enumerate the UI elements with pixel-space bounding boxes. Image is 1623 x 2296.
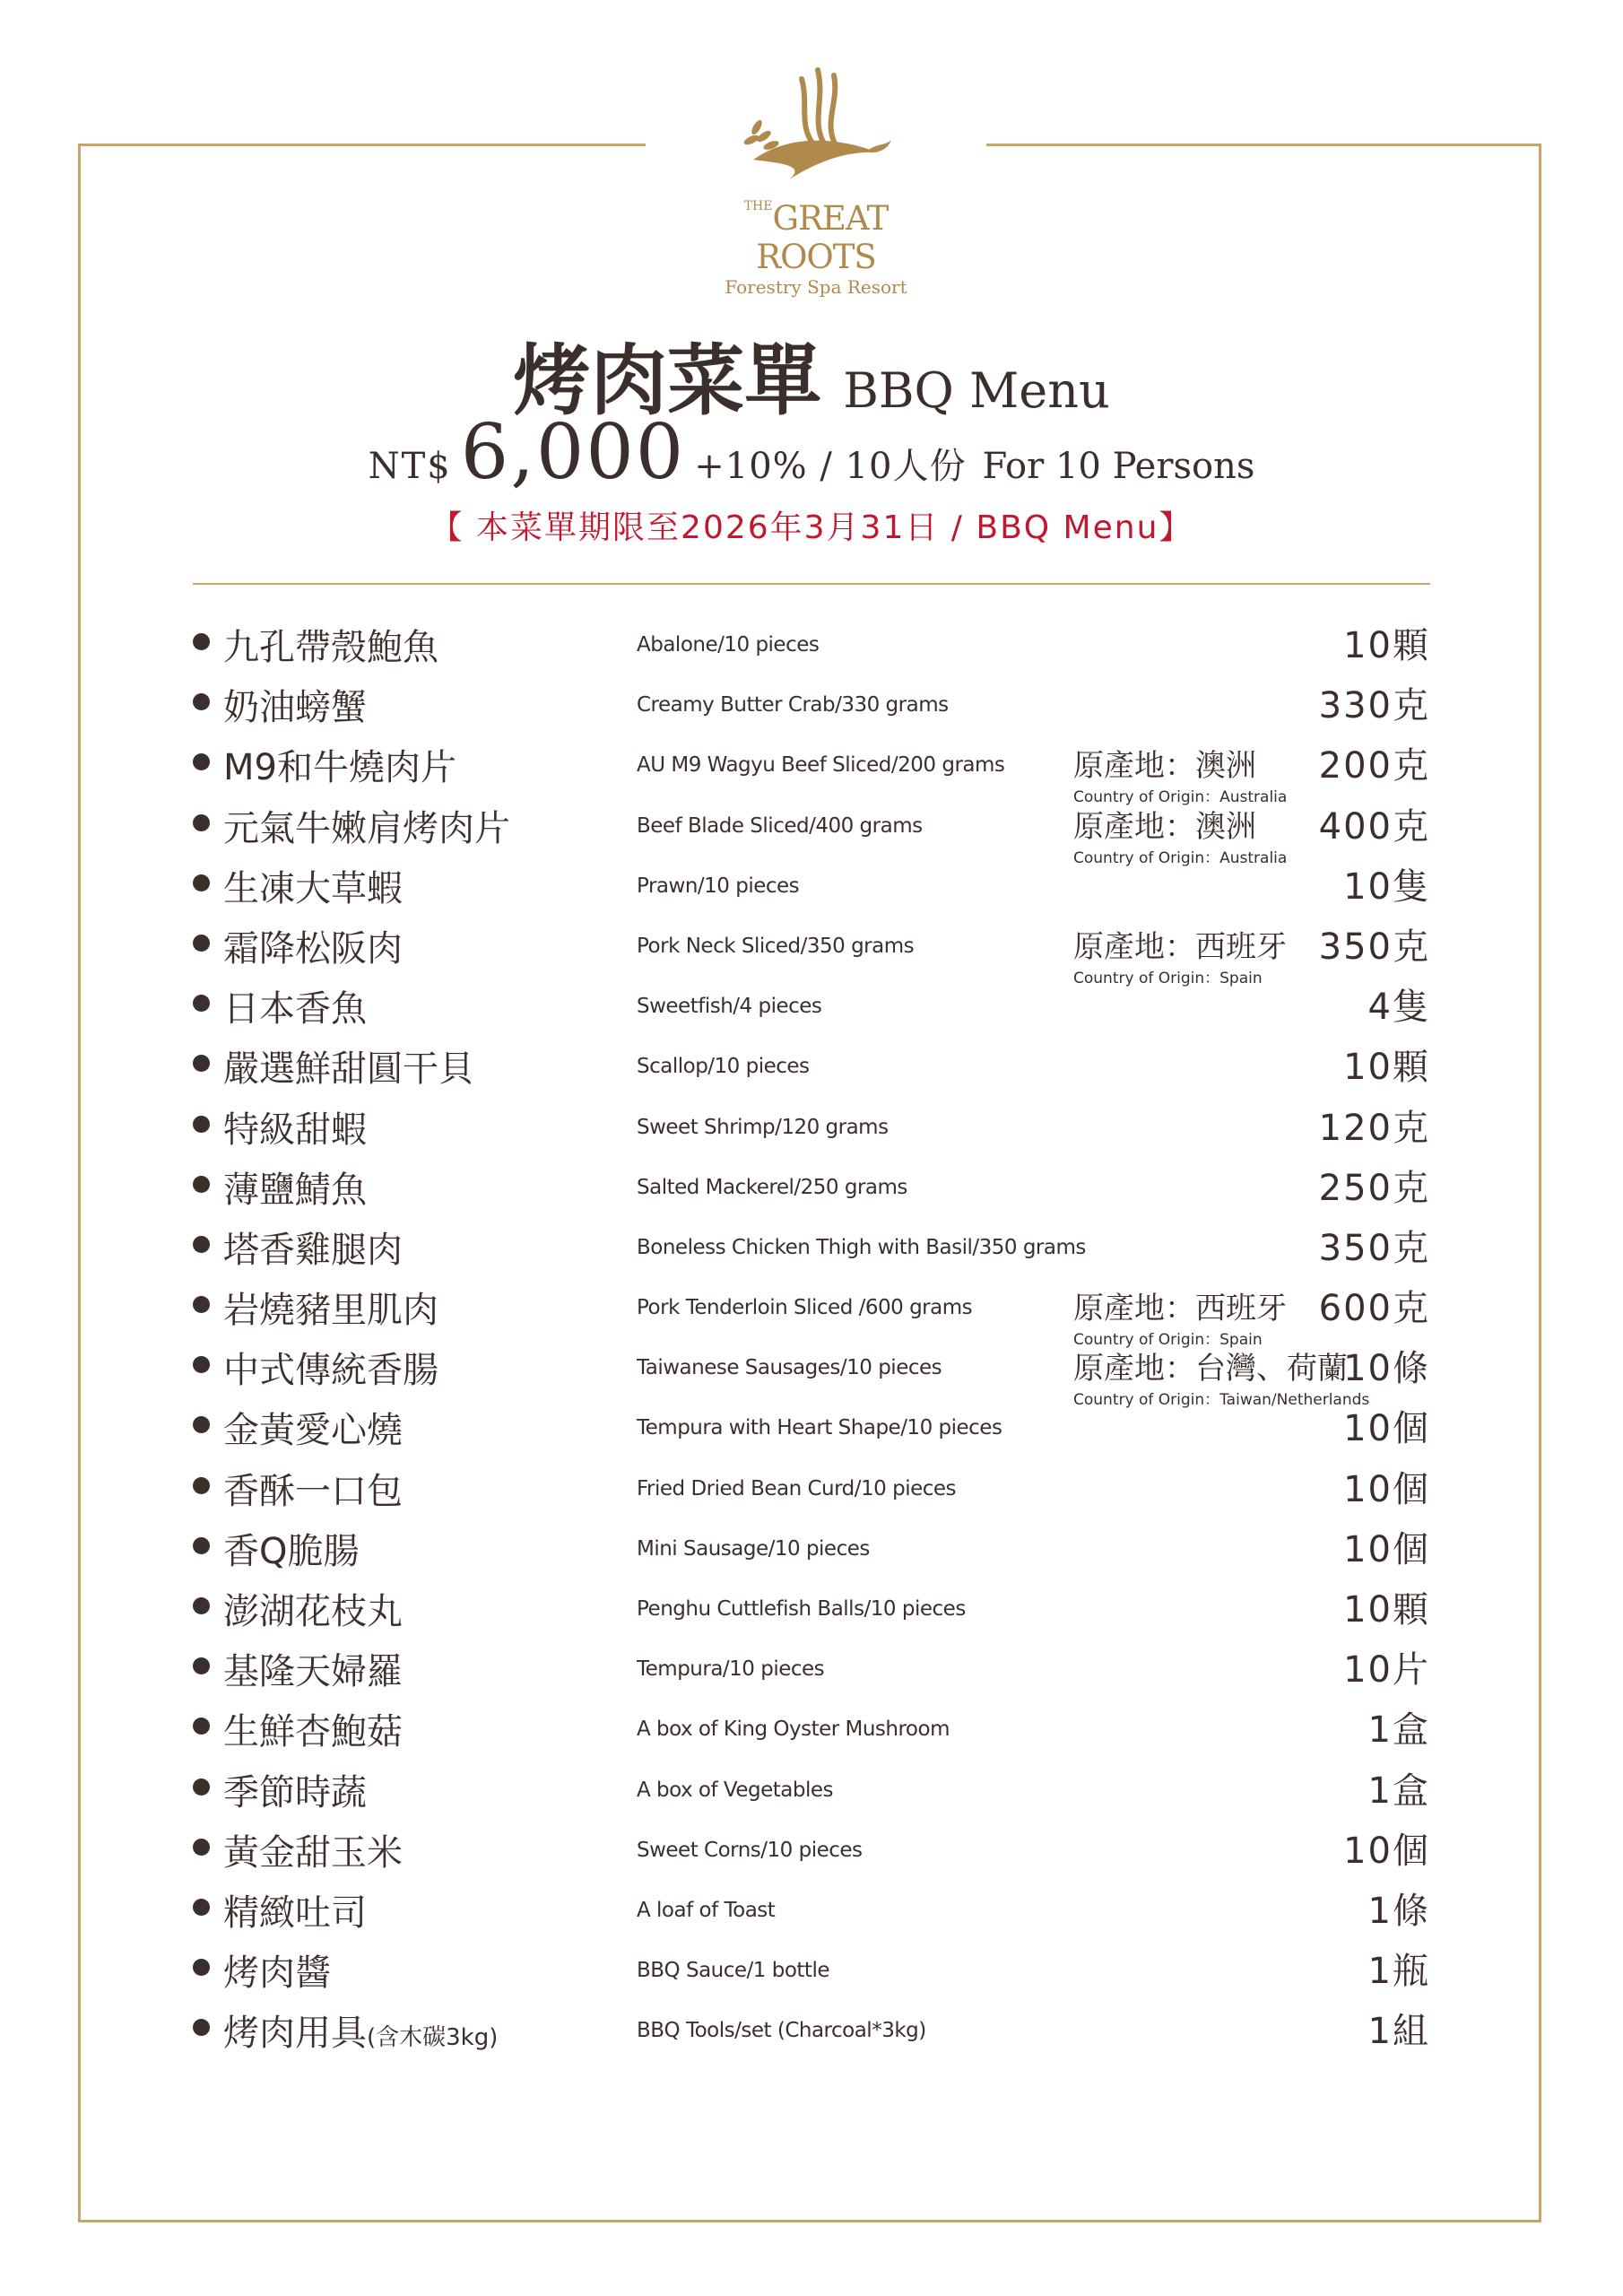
item-name-zh: 基隆天婦羅 xyxy=(223,1651,403,1693)
bullet-icon xyxy=(193,633,210,650)
item-name-zh: 塔香雞腿肉 xyxy=(223,1229,403,1271)
brand-logo xyxy=(690,63,942,298)
item-quantity: 10個 xyxy=(1343,1468,1430,1510)
item-quantity: 600克 xyxy=(1318,1288,1430,1330)
item-name-zh: 中式傳統香腸 xyxy=(223,1350,438,1392)
menu-item xyxy=(193,1574,1430,1634)
item-name-zh: 季節時蔬 xyxy=(223,1771,367,1813)
bullet-icon xyxy=(193,1537,210,1554)
item-note: (含木碳3kg) xyxy=(367,2024,499,2052)
bullet-icon xyxy=(193,753,210,770)
item-name-zh: 生鮮杏鮑菇 xyxy=(223,1711,403,1753)
item-quantity: 120克 xyxy=(1318,1107,1430,1149)
item-name-en: Boneless Chicken Thigh with Basil/350 grams xyxy=(637,1235,1086,1259)
bullet-icon xyxy=(193,1356,210,1373)
validity-notice: 【 本菜單期限至2026年3月31日 / BBQ Menu】 xyxy=(430,509,1193,546)
menu-item xyxy=(193,670,1430,730)
item-quantity: 1盒 xyxy=(1367,1770,1430,1812)
bullet-icon xyxy=(193,1055,210,1072)
menu-item xyxy=(193,851,1430,911)
bullet-icon xyxy=(193,935,210,952)
title-zh: 烤肉菜單 xyxy=(513,335,822,426)
bullet-icon xyxy=(193,1477,210,1494)
item-origin-en: Country of Origin：Spain xyxy=(1073,1331,1263,1350)
menu-item xyxy=(193,1454,1430,1514)
item-name-en: Creamy Butter Crab/330 grams xyxy=(637,693,949,718)
item-name-en: Salted Mackerel/250 grams xyxy=(637,1175,907,1199)
item-name-en: Sweet Corns/10 pieces xyxy=(637,1838,863,1862)
item-quantity: 10個 xyxy=(1343,1830,1430,1872)
bullet-icon xyxy=(193,1597,210,1614)
menu-list xyxy=(193,610,1430,2057)
item-name-zh: 香Q脆腸 xyxy=(223,1530,360,1572)
item-quantity: 10顆 xyxy=(1343,1047,1430,1089)
item-origin: 原產地：台灣、荷蘭 xyxy=(1073,1351,1348,1387)
menu-item xyxy=(193,1092,1430,1152)
item-quantity: 1盒 xyxy=(1367,1709,1430,1752)
price-suffix: +10% / 10人份 xyxy=(694,446,967,487)
item-name-zh: 精緻吐司 xyxy=(223,1892,367,1934)
item-name-en: BBQ Tools/set (Charcoal*3kg) xyxy=(637,2019,926,2043)
item-name-zh: 生凍大草蝦 xyxy=(223,867,403,909)
menu-item xyxy=(193,1634,1430,1694)
item-name-en: Fried Dried Bean Curd/10 pieces xyxy=(637,1476,957,1500)
price-currency: NT$ xyxy=(368,446,452,487)
item-name-en: Sweet Shrimp/120 grams xyxy=(637,1115,889,1139)
item-quantity: 350克 xyxy=(1318,1227,1430,1269)
item-name-en: Prawn/10 pieces xyxy=(637,874,800,898)
item-name-en: Taiwanese Sausages/10 pieces xyxy=(637,1356,942,1380)
item-name-zh: 香酥一口包 xyxy=(223,1470,403,1512)
item-name-en: Penghu Cuttlefish Balls/10 pieces xyxy=(637,1597,966,1621)
price-amount: 6,000 xyxy=(460,408,686,496)
item-name-zh: 澎湖花枝丸 xyxy=(223,1591,403,1632)
item-name-zh: 九孔帶殼鮑魚 xyxy=(223,627,438,668)
menu-item xyxy=(193,1694,1430,1754)
persons-en: For 10 Persons xyxy=(982,446,1255,487)
item-name-en: A box of King Oyster Mushroom xyxy=(637,1718,950,1742)
bullet-icon xyxy=(193,874,210,891)
menu-item xyxy=(193,1333,1430,1410)
menu-item xyxy=(193,730,1430,807)
menu-item xyxy=(193,1755,1430,1815)
bullet-icon xyxy=(193,814,210,831)
bullet-icon xyxy=(193,1839,210,1856)
item-name-en: Abalone/10 pieces xyxy=(637,633,820,657)
item-quantity: 10片 xyxy=(1343,1649,1430,1692)
item-origin-en: Country of Origin：Australia xyxy=(1073,848,1288,867)
item-name-en: BBQ Sauce/1 bottle xyxy=(637,1959,829,1983)
item-name-en: Beef Blade Sliced/400 grams xyxy=(637,813,923,838)
item-name-en: AU M9 Wagyu Beef Sliced/200 grams xyxy=(637,753,1005,778)
item-name-zh: 薄鹽鯖魚 xyxy=(223,1169,367,1211)
bullet-icon xyxy=(193,1959,210,1976)
menu-item xyxy=(193,1996,1430,2056)
item-name-zh: 岩燒豬里肌肉 xyxy=(223,1290,438,1332)
item-name-en: A loaf of Toast xyxy=(637,1898,776,1922)
item-quantity: 200克 xyxy=(1318,745,1430,787)
item-name-zh: 特級甜蝦 xyxy=(223,1109,367,1151)
bullet-icon xyxy=(193,1899,210,1916)
menu-item xyxy=(193,971,1430,1031)
title-en: BBQ Menu xyxy=(843,362,1110,419)
menu-item xyxy=(193,1213,1430,1273)
item-quantity: 4隻 xyxy=(1367,987,1430,1029)
item-name-en: Pork Tenderloin Sliced /600 grams xyxy=(637,1296,973,1320)
menu-item xyxy=(193,1875,1430,1935)
bullet-icon xyxy=(193,1718,210,1735)
item-quantity: 250克 xyxy=(1318,1167,1430,1209)
menu-item xyxy=(193,1273,1430,1350)
bullet-icon xyxy=(193,1779,210,1796)
item-origin: 原產地：西班牙 xyxy=(1073,928,1287,965)
menu-item xyxy=(193,1815,1430,1875)
item-name-en: Pork Neck Sliced/350 grams xyxy=(637,934,915,958)
bird-emblem-icon xyxy=(735,63,897,197)
item-name-zh: M9和牛燒肉片 xyxy=(223,747,456,789)
menu-item xyxy=(193,1514,1430,1574)
item-origin: 原產地：西班牙 xyxy=(1073,1291,1287,1327)
bullet-icon xyxy=(193,995,210,1012)
item-quantity: 1條 xyxy=(1367,1890,1430,1932)
item-name-zh: 日本香魚 xyxy=(223,988,367,1031)
bullet-icon xyxy=(193,1116,210,1133)
item-name-zh: 元氣牛嫩肩烤肉片 xyxy=(223,807,510,849)
menu-item xyxy=(193,1393,1430,1453)
item-quantity: 10顆 xyxy=(1343,625,1430,666)
item-name-zh: 金黃愛心燒 xyxy=(223,1410,403,1452)
item-quantity: 10個 xyxy=(1343,1528,1430,1570)
item-quantity: 400克 xyxy=(1318,805,1430,848)
item-name-zh: 烤肉醬 xyxy=(223,1952,331,1995)
bullet-icon xyxy=(193,1416,210,1433)
bullet-icon xyxy=(193,693,210,710)
menu-item xyxy=(193,1935,1430,1996)
item-name-zh: 奶油螃蟹 xyxy=(223,687,367,729)
item-quantity: 10個 xyxy=(1343,1408,1430,1450)
item-name-en: Sweetfish/4 pieces xyxy=(637,995,822,1019)
item-name-zh: 烤肉用具(含木碳3kg) xyxy=(223,2013,499,2055)
item-quantity: 10隻 xyxy=(1343,865,1430,908)
menu-item xyxy=(193,610,1430,670)
price-line xyxy=(0,408,1623,496)
item-origin-en: Country of Origin：Spain xyxy=(1073,969,1263,987)
item-origin: 原產地：澳洲 xyxy=(1073,808,1256,845)
bullet-icon xyxy=(193,2019,210,2036)
item-name-zh: 霜降松阪肉 xyxy=(223,927,403,970)
menu-item xyxy=(193,791,1430,867)
item-quantity: 330克 xyxy=(1318,685,1430,727)
item-quantity: 350克 xyxy=(1318,926,1430,968)
item-quantity: 1瓶 xyxy=(1367,1951,1430,1993)
item-quantity: 10條 xyxy=(1343,1348,1430,1390)
item-name-zh: 黃金甜玉米 xyxy=(223,1831,403,1874)
brand-name: $^{THE}$GREAT ROOTS xyxy=(743,199,889,276)
item-name-en: A box of Vegetables xyxy=(637,1778,833,1802)
item-origin: 原產地：澳洲 xyxy=(1073,748,1256,785)
item-name-en: Tempura/10 pieces xyxy=(637,1657,825,1682)
menu-item xyxy=(193,1152,1430,1213)
item-origin-en: Country of Origin：Australia xyxy=(1073,788,1288,807)
item-quantity: 1組 xyxy=(1367,2011,1430,2053)
item-name-zh: 嚴選鮮甜圓干貝 xyxy=(223,1048,474,1091)
bullet-icon xyxy=(193,1296,210,1313)
brand-subtitle: Forestry Spa Resort xyxy=(725,276,907,298)
bullet-icon xyxy=(193,1657,210,1674)
item-name-en: Scallop/10 pieces xyxy=(637,1055,810,1079)
header-divider xyxy=(193,583,1430,585)
bullet-icon xyxy=(193,1236,210,1253)
item-name-en: Tempura with Heart Shape/10 pieces xyxy=(637,1416,1002,1440)
item-origin-en: Country of Origin：Taiwan/Netherlands xyxy=(1073,1391,1370,1410)
item-name-en: Mini Sausage/10 pieces xyxy=(637,1536,870,1561)
bullet-icon xyxy=(193,1176,210,1193)
menu-item xyxy=(193,1031,1430,1091)
item-quantity: 10顆 xyxy=(1343,1589,1430,1631)
menu-item xyxy=(193,911,1430,987)
